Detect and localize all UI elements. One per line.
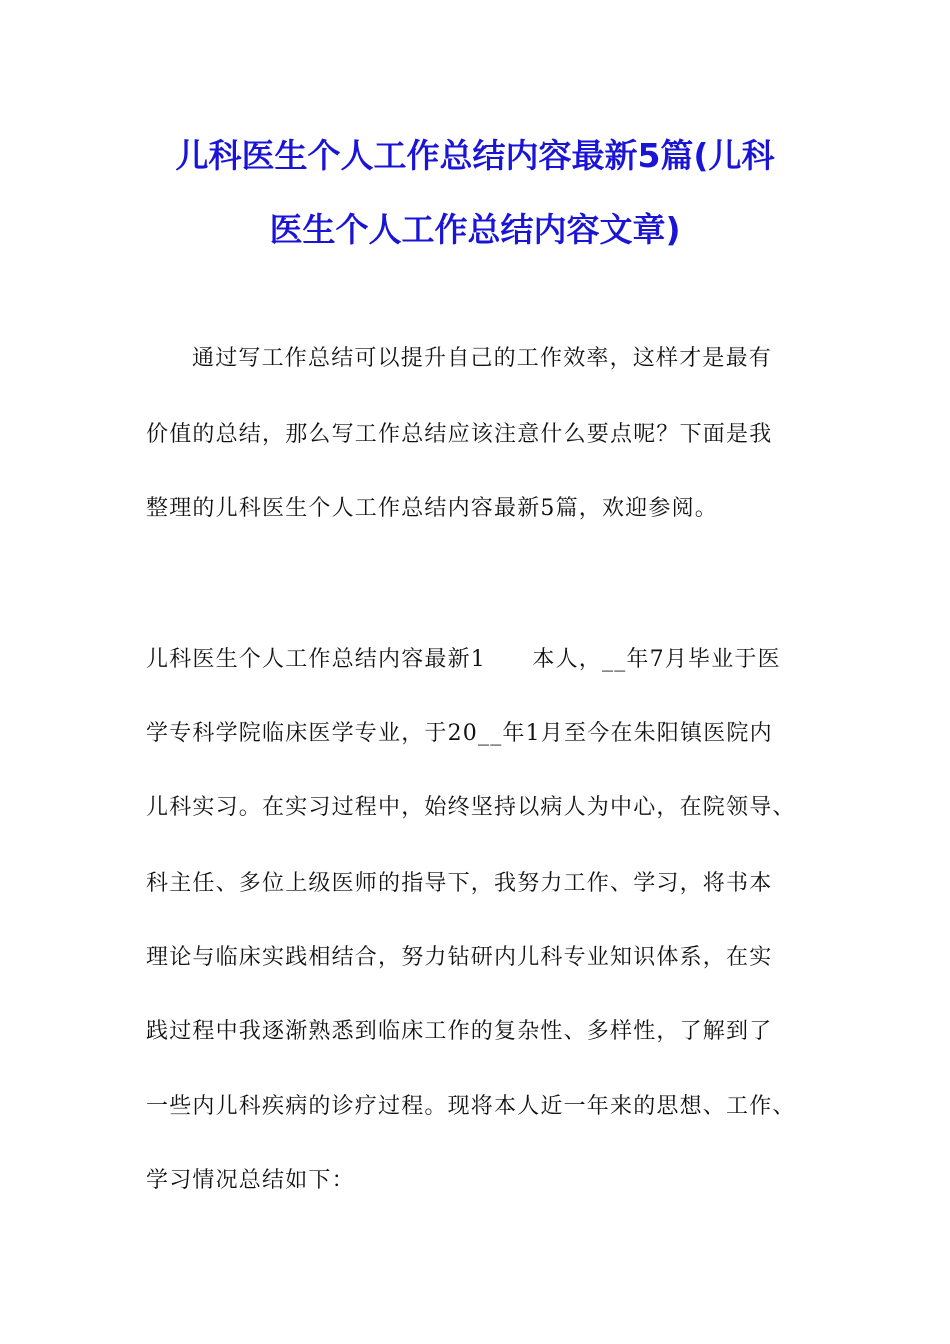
- section1-line-4: 科主任、多位上级医师的指导下，我努力工作、学习，将书本: [146, 871, 773, 896]
- section1-line-5: 理论与临床实践相结合，努力钻研内儿科专业知识体系，在实: [146, 945, 773, 970]
- section1-line-6: 践过程中我逐渐熟悉到临床工作的复杂性、多样性，了解到了: [146, 1019, 773, 1044]
- intro-paragraph-line-3: 整理的儿科医生个人工作总结内容最新5篇，欢迎参阅。: [146, 496, 718, 521]
- section1-line-7: 一些内儿科疾病的诊疗过程。现将本人近一年来的思想、工作、: [146, 1094, 796, 1119]
- document-title-line-2: 医生个人工作总结内容文章): [269, 210, 681, 249]
- section1-line-2: 学专科学院临床医学专业，于20__年1月至今在朱阳镇医院内: [146, 721, 773, 746]
- intro-paragraph-line-1: 通过写工作总结可以提升自己的工作效率，这样才是最有: [192, 346, 773, 371]
- section1-line-1: 儿科医生个人工作总结内容最新1 本人，__年7月毕业于医: [146, 647, 781, 672]
- intro-paragraph-line-2: 价值的总结，那么写工作总结应该注意什么要点呢？下面是我: [146, 422, 773, 447]
- section1-line-8: 学习情况总结如下：: [146, 1168, 355, 1193]
- section1-line-3: 儿科实习。在实习过程中，始终坚持以病人为中心，在院领导、: [146, 795, 796, 820]
- document-title-line-1: 儿科医生个人工作总结内容最新5篇(儿科: [175, 136, 775, 175]
